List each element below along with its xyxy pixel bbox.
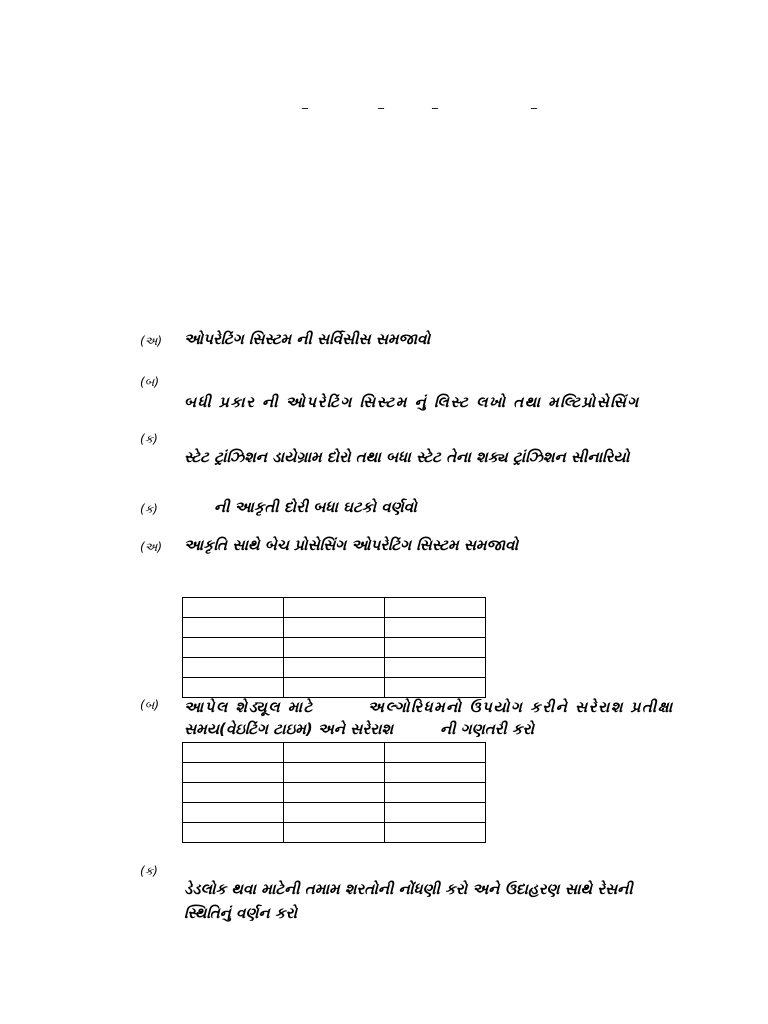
table-cell [183,743,284,763]
header-dash: _ [531,95,537,109]
table-cell [183,783,284,803]
table-cell [183,658,284,678]
table-cell [385,743,486,763]
question-label: (બ) [140,698,159,712]
table-cell [284,638,385,658]
question-text-line2b: ની ગણતરી કરો [440,720,535,738]
question-text: ની આકૃતી દોરી બધા ઘટકો વર્ણવો [214,498,417,516]
table-cell [183,618,284,638]
table-cell [385,618,486,638]
question-label: (અ) [140,540,163,554]
table-cell [385,638,486,658]
table-row [183,678,486,698]
table-cell [385,678,486,698]
table-cell [284,743,385,763]
table-row [183,823,486,843]
question-text-line1b: અલ્ગોરિધમનો ઉપયોગ કરીને સરેરાશ પ્રતીક્ષા [368,698,674,716]
question-text: સ્ટેટ ટ્રાંઝિશન ડાયેગ્રામ દોરો તથા બધા સ્ટેટ તેના શક્ય ટ્રાંઝિશન સીનારિયો [184,448,630,466]
table-cell [183,823,284,843]
table-row [183,783,486,803]
table-cell [385,658,486,678]
header-dash: _ [378,95,384,109]
table-cell [385,783,486,803]
question-text: બધી પ્રકાર ની ઓપરેટિંગ સિસ્ટમ નું લિસ્ટ લખો તથા મલ્ટિપ્રોસેસિંગ [184,393,640,411]
table-row [183,618,486,638]
table-cell [284,763,385,783]
table-cell [284,783,385,803]
table-row [183,598,486,618]
header-dash: _ [302,95,308,109]
table-cell [284,618,385,638]
question-text-line1: ડેડલોક થવા માટેની તમામ શરતોની નોંધણી કરો અને ઉદાહરણ સાથે રેસની [184,880,633,898]
schedule-table-1 [182,597,486,698]
table-row [183,638,486,658]
question-text-line1a: આપેલ શેડ્યૂલ માટે [184,698,314,716]
question-label: (ક) [140,502,158,516]
header-dash: _ [432,95,438,109]
table-cell [284,598,385,618]
table-row [183,763,486,783]
question-label: (ક) [140,864,158,878]
table-cell [183,803,284,823]
table-cell [183,678,284,698]
table-cell [385,598,486,618]
table-cell [183,763,284,783]
table-row [183,658,486,678]
question-text-line2: સ્થિતિનું વર્ણન કરો [184,904,297,922]
question-label: (બ) [140,375,159,389]
question-text: ઓપરેટિંગ સિસ્ટમ ની સર્વિસીસ સમજાવો [184,330,431,348]
question-label: (અ) [140,334,163,348]
table-cell [183,598,284,618]
table-cell [385,763,486,783]
question-text: આકૃતિ સાથે બેચ પ્રોસેસિંગ ઓપરેટિંગ સિસ્ટમ સમજાવો [184,536,519,554]
table-cell [385,803,486,823]
table-cell [284,678,385,698]
table-cell [284,803,385,823]
table-row [183,743,486,763]
table-cell [385,823,486,843]
question-text-line2a: સમય(વેઇટિંગ ટાઇમ) અને સરેરાશ [184,720,394,738]
question-label: (ક) [140,432,158,446]
table-cell [284,823,385,843]
table-cell [284,658,385,678]
table-row [183,803,486,823]
table-cell [183,638,284,658]
schedule-table-2 [182,742,486,843]
